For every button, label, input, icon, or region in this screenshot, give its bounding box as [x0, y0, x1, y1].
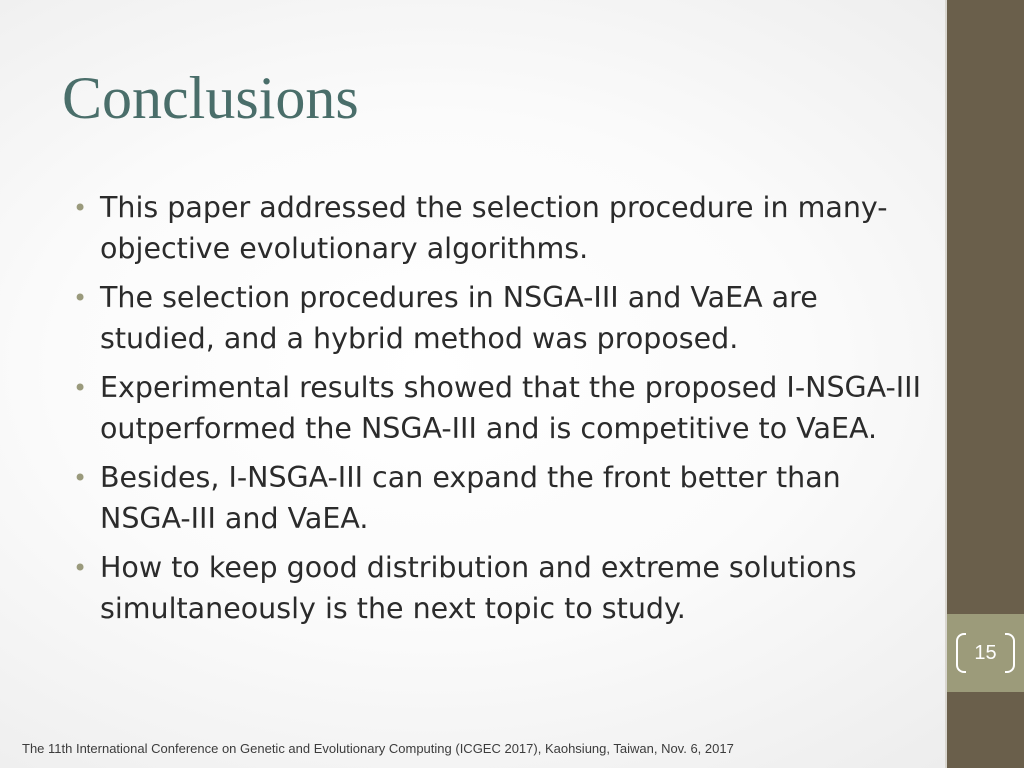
bullet-dot-icon: • [73, 464, 88, 492]
bullet-text: This paper addressed the selection procedure in many-objective evolutionary algorithms. [100, 191, 888, 265]
footer-text: The 11th International Conference on Genetic and Evolutionary Computing (ICGEC 2017), Kaohsiung, Taiwan, Nov. 6, 2017 [22, 741, 734, 756]
bullet-item [72, 458, 922, 539]
bullet-item [72, 188, 922, 269]
bullet-item [72, 368, 922, 449]
bullet-dot-icon: • [73, 194, 88, 222]
bullet-item [72, 548, 922, 629]
bullet-text: How to keep good distribution and extreme solutions simultaneously is the next topic to study. [100, 551, 857, 625]
bullet-list [72, 188, 922, 638]
bullet-text: The selection procedures in NSGA-III and VaEA are studied, and a hybrid method was proposed. [100, 281, 818, 355]
bullet-item [72, 278, 922, 359]
bullet-dot-icon: • [73, 284, 88, 312]
bullet-text: Besides, I-NSGA-III can expand the front better than NSGA-III and VaEA. [100, 461, 841, 535]
slide-title: Conclusions [62, 65, 359, 131]
bullet-dot-icon: • [73, 374, 88, 402]
bullet-dot-icon: • [73, 554, 88, 582]
page-number: 15 [974, 642, 997, 664]
bullet-text: Experimental results showed that the proposed I-NSGA-III outperformed the NSGA-III and is competitive to VaEA. [100, 371, 921, 445]
page-number-badge [947, 614, 1024, 692]
